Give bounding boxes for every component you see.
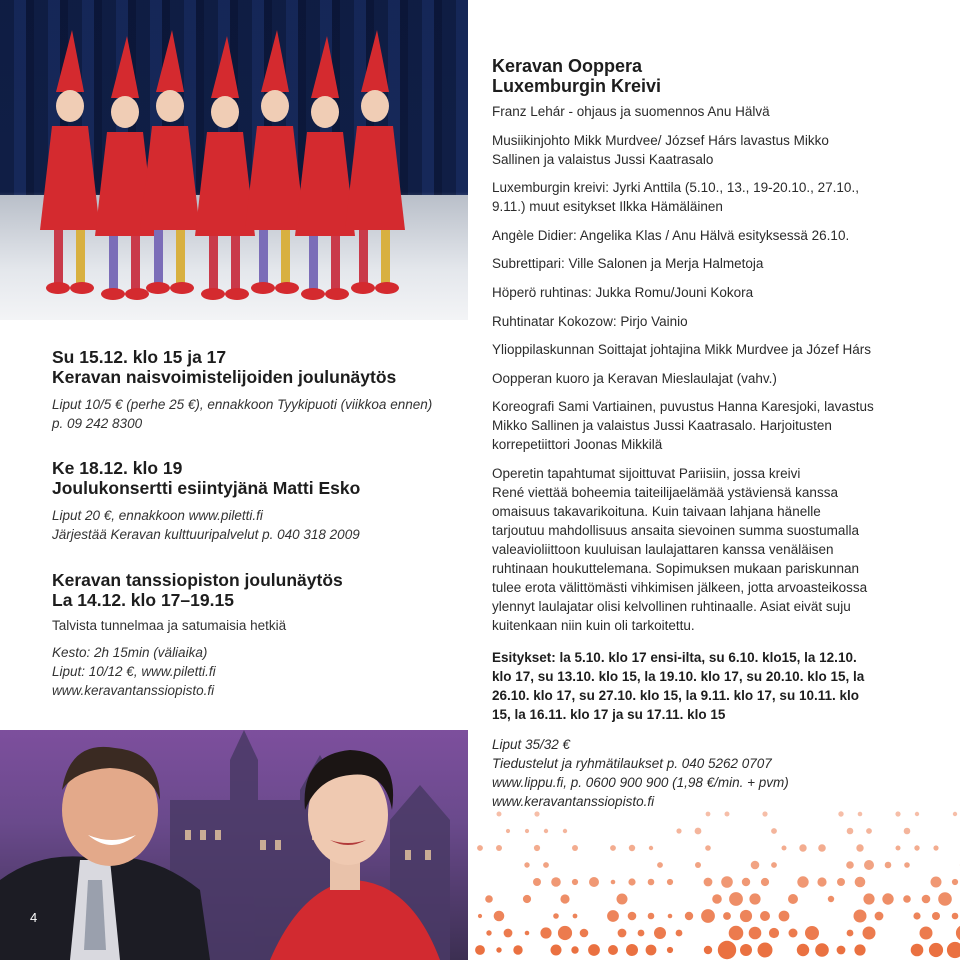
text-line: Tiedustelut ja ryhmätilaukset p. 040 5262 0707 [492, 756, 772, 771]
event-detail-line: Liput: 10/12 €, www.piletti.fi [52, 664, 216, 679]
decor-dot [799, 844, 806, 851]
decor-dot [618, 929, 627, 938]
decor-dot [818, 844, 826, 852]
event-heading-line: La 14.12. klo 17–19.15 [52, 590, 234, 610]
opera-paragraph [492, 178, 932, 216]
decor-dot [496, 845, 502, 851]
decor-dot [695, 828, 702, 835]
decor-dot [628, 912, 637, 921]
decor-dot [497, 812, 502, 817]
decor-dot [486, 930, 491, 935]
decor-dot [779, 911, 790, 922]
opera-paragraph [492, 131, 932, 169]
decor-dot [956, 925, 960, 941]
decor-dot [558, 926, 572, 940]
decor-dot [933, 845, 938, 850]
opera-paragraph [492, 397, 932, 454]
decor-dot [676, 930, 683, 937]
dancers-photo [0, 0, 468, 320]
decor-dot [847, 930, 854, 937]
decor-dot [913, 912, 920, 919]
decor-dot [788, 894, 798, 904]
decor-dot [915, 812, 919, 816]
dancer-figure [195, 36, 255, 300]
text-line: kuitenkaan niin kuin oli tarkoitettu. [492, 618, 695, 633]
decor-dot [496, 947, 501, 952]
decor-dot [953, 812, 957, 816]
text-line: 15, la 16.11. klo 17 ja su 17.11. klo 15 [492, 707, 726, 722]
event-detail-line: Kesto: 2h 15min (väliaika) [52, 645, 208, 660]
decor-dot [805, 926, 819, 940]
decor-dot [551, 945, 562, 956]
decor-dot [896, 846, 901, 851]
text-line: Sallinen ja valaistus Jussi Kaatrasalo [492, 152, 714, 167]
decor-dot [553, 913, 559, 919]
decor-dot [729, 892, 743, 906]
decor-dot [626, 944, 638, 956]
decor-dot [885, 862, 892, 869]
decor-dot [572, 879, 578, 885]
decor-dot [782, 846, 787, 851]
decor-dot [855, 877, 866, 888]
decor-dot [534, 845, 540, 851]
decor-dot [742, 878, 750, 886]
decor-dot [478, 914, 482, 918]
text-line: Höperö ruhtinas: Jukka Romu/Jouni Kokora [492, 285, 754, 300]
singers-illustration [0, 730, 468, 960]
text-line: Ylioppilaskunnan Soittajat johtajina Mikk Murdvee ja Józef Hárs [492, 342, 871, 357]
event-detail-line: www.keravantanssiopisto.fi [52, 683, 215, 698]
decor-dot [854, 910, 867, 923]
decor-dot [667, 879, 673, 885]
event-dance-school [52, 570, 452, 700]
opera-paragraph [492, 254, 932, 273]
decor-dot [952, 879, 958, 885]
text-line: Subrettipari: Ville Salonen ja Merja Halmetoja [492, 256, 764, 271]
decor-dot [648, 913, 655, 920]
decor-dot [629, 845, 635, 851]
dancer-figure [245, 30, 305, 294]
text-line: www.lippu.fi, p. 0600 900 900 (1,98 €/min. + pvm) [492, 775, 789, 790]
text-line: valeavioliittoon kuuluisan laulajattaren kanssa venäläisen [492, 542, 834, 557]
text-line: Franz Lehár - ohjaus ja suomennos Anu Hälvä [492, 104, 770, 119]
decor-dot [589, 877, 599, 887]
decor-dot [797, 876, 808, 887]
opera-paragraph [492, 312, 932, 331]
decor-dot [947, 942, 960, 958]
decor-dot [563, 829, 567, 833]
decor-dot [797, 944, 809, 956]
decor-dot [580, 929, 589, 938]
orange-dots-decoration [470, 800, 960, 960]
decor-dot [560, 894, 569, 903]
decor-dot [588, 944, 600, 956]
decor-dot [863, 927, 876, 940]
opera-title-line: Keravan Ooppera [492, 56, 643, 76]
dancer-figure [95, 36, 155, 300]
decor-dot [477, 845, 483, 851]
decor-dot [847, 828, 854, 835]
opera-performances [492, 648, 932, 724]
decor-dot [540, 927, 551, 938]
decor-dot [920, 927, 933, 940]
decor-dot [705, 845, 711, 851]
text-line: Mikko Sallinen ja valaistus Jussi Kaatrasalo. Harjoitusten [492, 418, 832, 433]
decor-dot [875, 912, 884, 921]
decor-dot [922, 895, 931, 904]
decor-dot [858, 812, 863, 817]
decor-dot [611, 880, 616, 885]
text-line: tarjoutuu mahdollisuus ansaita sievoinen summa suostumalla [492, 523, 859, 538]
decor-dot [828, 896, 834, 902]
decor-dot [725, 812, 730, 817]
decor-dot [525, 931, 530, 936]
decor-dot [740, 910, 752, 922]
decor-dot [789, 929, 798, 938]
event-detail-line: Järjestää Keravan kulttuuripalvelut p. 040 318 2009 [52, 527, 360, 542]
decor-dot [504, 929, 513, 938]
decor-dot [718, 941, 736, 959]
decor-dot [506, 829, 510, 833]
text-line: 26.10. klo 17, su 27.10. klo 15, la 9.11. klo 17, su 10.11. klo [492, 688, 859, 703]
decor-dot [904, 828, 911, 835]
text-line: Oopperan kuoro ja Keravan Mieslaulajat (vahv.) [492, 371, 777, 386]
decor-dot [551, 877, 561, 887]
opera-title-line: Luxemburgin Kreivi [492, 76, 662, 96]
decor-dot [856, 844, 863, 851]
dancer-figure [345, 30, 405, 294]
event-heading-line: Keravan tanssiopiston joulunäytös [52, 570, 343, 590]
decor-dot [533, 878, 541, 886]
decor-dot [534, 811, 539, 816]
text-line: www.keravantanssiopisto.fi [492, 794, 655, 809]
decor-dot [543, 862, 549, 868]
decor-dot [610, 845, 616, 851]
decor-dot [866, 828, 872, 834]
text-line: Luxemburgin kreivi: Jyrki Anttila (5.10., 13., 19-20.10., 27.10., [492, 180, 859, 195]
decor-dot [846, 861, 854, 869]
opera-paragraph [492, 340, 932, 359]
decor-dot [523, 895, 531, 903]
decor-dot [701, 909, 715, 923]
decor-dot [704, 946, 712, 954]
text-line: Esitykset: la 5.10. klo 17 ensi-ilta, su 6.10. klo15, la 12.10. [492, 650, 857, 665]
text-line: tulee erota välittömästi vihkimisen jälkeen, jotta arvoasteikossa [492, 580, 868, 595]
event-detail-line: Liput 10/5 € (perhe 25 €), ennakkoon Tyykipuoti (viikkoa ennen) [52, 397, 433, 412]
decor-dot [573, 914, 578, 919]
decor-dot [863, 893, 874, 904]
text-line: Koreografi Sami Vartiainen, puvustus Hanna Karesjoki, lavastus [492, 399, 874, 414]
decor-dot [903, 895, 911, 903]
event-heading-line: Keravan naisvoimistelijoiden joulunäytös [52, 367, 397, 387]
decor-dot [704, 878, 713, 887]
singers-photo [0, 730, 468, 960]
text-line: ruhtinaan houkuttelemana. Sopimuksen mukaan pariskunnan [492, 561, 859, 576]
decor-dot [882, 893, 893, 904]
decor-dot [904, 862, 910, 868]
decor-dot [494, 911, 505, 922]
decor-dot [749, 893, 760, 904]
decor-dot [758, 943, 773, 958]
decor-dot [838, 811, 843, 816]
decor-dot [817, 877, 826, 886]
opera-paragraph [492, 102, 932, 121]
opera-synopsis [492, 464, 932, 635]
decor-dot [929, 943, 943, 957]
decor-dot [762, 811, 767, 816]
decor-dot [667, 947, 673, 953]
decor-dot [638, 930, 645, 937]
opera-paragraph [492, 369, 932, 388]
decor-dot [837, 878, 845, 886]
dancers-figures [0, 0, 468, 320]
decor-dot [571, 946, 578, 953]
decor-dot [706, 812, 711, 817]
decor-dot [771, 828, 777, 834]
decor-dot [648, 879, 655, 886]
decor-dot [649, 846, 653, 850]
text-line: Operetin tapahtumat sijoittuvat Pariisiin, jossa kreivi [492, 466, 801, 481]
opera-paragraph [492, 283, 932, 302]
event-detail-line: p. 09 242 8300 [52, 416, 143, 431]
opera-title [492, 56, 932, 96]
decor-dot [751, 861, 760, 870]
event-heading-line: Ke 18.12. klo 19 [52, 458, 183, 478]
text-line: korrepetiittori Joonas Mikkilä [492, 437, 663, 452]
decor-dot [760, 911, 770, 921]
decor-dot [815, 943, 829, 957]
decor-dot [729, 926, 744, 941]
decor-dot [654, 927, 666, 939]
text-line: René viettää boheemia taiteilijaelämää ystäviensä kanssa [492, 485, 838, 500]
opera-paragraph [492, 226, 932, 245]
decor-dot [864, 860, 874, 870]
decor-dot [607, 910, 619, 922]
event-gymnastics [52, 347, 452, 433]
page-number: 4 [30, 910, 38, 925]
dancer-figure [40, 30, 100, 294]
event-heading-line: Su 15.12. klo 15 ja 17 [52, 347, 227, 367]
text-line: Ruhtinatar Kokozow: Pirjo Vainio [492, 314, 688, 329]
decor-dot [771, 862, 777, 868]
decor-dot [513, 945, 522, 954]
event-christmas-concert [52, 458, 452, 544]
decor-dot [749, 927, 762, 940]
dancer-figure [295, 36, 355, 300]
event-subtitle: Talvista tunnelmaa ja satumaisia hetkiä [52, 618, 287, 633]
decor-dot [617, 894, 628, 905]
text-line: 9.11.) muut esitykset Ilkka Hämäläinen [492, 199, 723, 214]
text-line: Angèle Didier: Angelika Klas / Anu Hälvä esityksessä 26.10. [492, 228, 850, 243]
decor-dot [544, 829, 548, 833]
decor-dot [676, 828, 681, 833]
decor-dot [685, 912, 693, 920]
decor-dot [895, 811, 900, 816]
decor-dot [485, 895, 493, 903]
decor-dot [723, 912, 731, 920]
decor-dot [608, 945, 618, 955]
decor-dot [524, 862, 529, 867]
decor-dot [938, 892, 952, 906]
decor-dot [740, 944, 752, 956]
text-line: klo 17, su 13.10. klo 15, la 19.10. klo 17, su 20.10. klo 15, la [492, 669, 865, 684]
text-line: Musiikinjohto Mikk Murdvee/ József Hárs lavastus Mikko [492, 133, 829, 148]
decor-dot [932, 912, 940, 920]
decor-dot [695, 862, 701, 868]
decor-dot [911, 944, 924, 957]
decor-dot [854, 944, 865, 955]
decor-dot [668, 914, 673, 919]
decor-dot [712, 894, 722, 904]
event-heading-line: Joulukonsertti esiintyjänä Matti Esko [52, 478, 361, 498]
decor-dot [721, 876, 733, 888]
decor-dot [761, 878, 769, 886]
decor-dot [475, 945, 485, 955]
decor-dot [914, 845, 919, 850]
dancer-figure [140, 30, 200, 294]
decor-dot [837, 946, 846, 955]
decor-dot [931, 877, 942, 888]
decor-dot [769, 928, 779, 938]
decor-dot [525, 829, 529, 833]
decor-dot [646, 945, 657, 956]
decor-dot [572, 845, 578, 851]
decor-dot [952, 913, 959, 920]
event-detail-line: Liput 20 €, ennakkoon www.piletti.fi [52, 508, 263, 523]
decor-dot [657, 862, 663, 868]
decor-dot [628, 878, 635, 885]
text-line: ylennyt laulajatar olisi kelvollinen ruhtinaalle. Asiat eivät suju [492, 599, 851, 614]
text-line: Liput 35/32 € [492, 737, 571, 752]
text-line: omaisuus takavarikoituna. Kuin taivaan lahjana hänelle [492, 504, 821, 519]
